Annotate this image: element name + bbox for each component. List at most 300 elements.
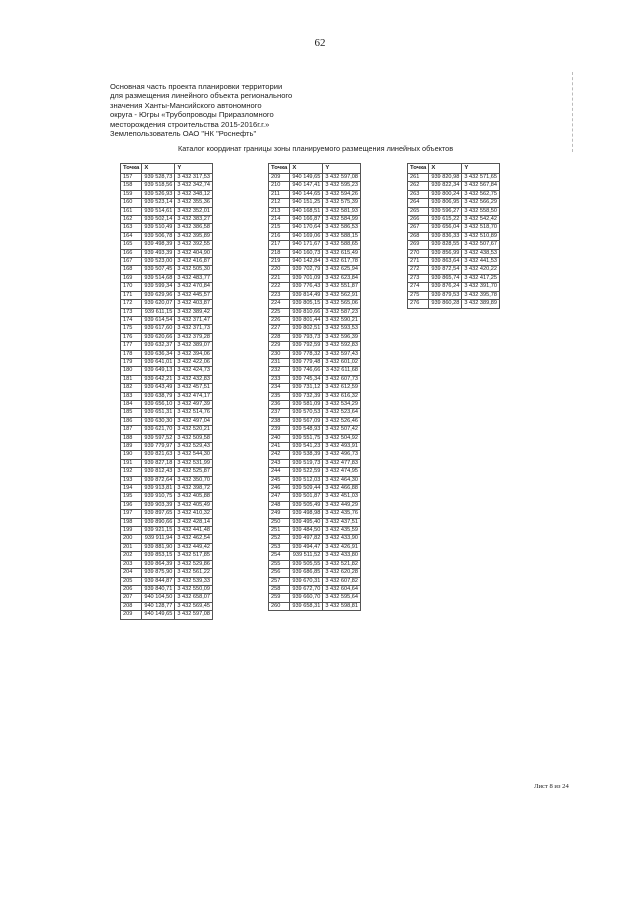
document-header (110, 82, 410, 138)
x-coordinate-cell: 939 820,98 (429, 174, 462, 182)
y-coordinate-cell: 3 432 391,70 (462, 283, 500, 291)
y-coordinate-cell: 3 432 551,87 (323, 283, 361, 291)
point-number-cell: 193 (121, 476, 142, 484)
x-coordinate-cell: 939 597,52 (142, 434, 175, 442)
y-coordinate-cell: 3 432 416,87 (175, 258, 213, 266)
point-number-cell: 274 (408, 283, 429, 291)
point-number-cell: 161 (121, 207, 142, 215)
table-row (121, 434, 213, 442)
table-row (121, 274, 213, 282)
x-coordinate-cell: 939 686,85 (290, 569, 323, 577)
x-coordinate-cell: 939 802,51 (290, 325, 323, 333)
y-coordinate-cell: 3 432 386,58 (175, 224, 213, 232)
page-number: 62 (314, 37, 326, 49)
point-number-cell: 206 (121, 585, 142, 593)
point-number-cell: 198 (121, 518, 142, 526)
y-coordinate-cell: 3 432 437,51 (323, 518, 361, 526)
y-coordinate-cell: 3 432 615,49 (323, 249, 361, 257)
y-coordinate-cell: 3 432 531,99 (175, 459, 213, 467)
table-row (121, 468, 213, 476)
table-row (269, 585, 361, 593)
x-coordinate-cell: 940 128,77 (142, 602, 175, 610)
table-row (269, 207, 361, 215)
x-coordinate-cell: 939 865,74 (429, 274, 462, 282)
point-number-cell: 160 (121, 199, 142, 207)
x-coordinate-cell: 939 660,70 (290, 594, 323, 602)
point-number-cell: 176 (121, 333, 142, 341)
y-coordinate-cell: 3 432 428,14 (175, 518, 213, 526)
x-coordinate-cell: 939 913,81 (142, 485, 175, 493)
y-coordinate-cell: 3 432 420,22 (462, 266, 500, 274)
y-coordinate-cell: 3 432 435,76 (323, 510, 361, 518)
table-row (121, 510, 213, 518)
x-coordinate-cell: 939 732,39 (290, 392, 323, 400)
point-number-cell: 158 (121, 182, 142, 190)
table-row (121, 216, 213, 224)
table-row (408, 300, 500, 308)
table-row (121, 459, 213, 467)
table-row (269, 409, 361, 417)
y-coordinate-cell: 3 432 534,29 (323, 400, 361, 408)
table-row (121, 249, 213, 257)
y-coordinate-cell: 3 432 405,49 (175, 501, 213, 509)
point-number-cell: 163 (121, 224, 142, 232)
point-number-cell: 170 (121, 283, 142, 291)
table-row (269, 266, 361, 274)
y-coordinate-cell: 3 432 581,93 (323, 207, 361, 215)
point-number-cell: 169 (121, 274, 142, 282)
x-coordinate-cell: 939 518,56 (142, 182, 175, 190)
x-coordinate-cell: 939 497,82 (290, 535, 323, 543)
point-number-cell: 228 (269, 333, 290, 341)
x-coordinate-cell: 939 822,34 (429, 182, 462, 190)
y-coordinate-cell: 3 432 422,06 (175, 358, 213, 366)
point-number-cell: 268 (408, 232, 429, 240)
table-row (408, 199, 500, 207)
point-number-cell: 204 (121, 569, 142, 577)
y-coordinate-cell: 3 432 544,30 (175, 451, 213, 459)
point-number-cell: 177 (121, 342, 142, 350)
point-number-cell: 257 (269, 577, 290, 585)
table-row (121, 485, 213, 493)
table-row (121, 409, 213, 417)
point-number-cell: 181 (121, 375, 142, 383)
y-coordinate-cell: 3 432 371,47 (175, 316, 213, 324)
y-coordinate-cell: 3 432 567,84 (462, 182, 500, 190)
x-coordinate-cell: 939 801,44 (290, 316, 323, 324)
y-coordinate-cell: 3 432 604,64 (323, 585, 361, 593)
point-number-cell: 253 (269, 543, 290, 551)
table-row (121, 224, 213, 232)
y-coordinate-cell: 3 432 584,99 (323, 216, 361, 224)
x-coordinate-cell: 939 864,39 (142, 560, 175, 568)
point-number-cell: 194 (121, 485, 142, 493)
point-number-cell: 192 (121, 468, 142, 476)
y-coordinate-cell: 3 432 586,53 (323, 224, 361, 232)
table-row (269, 367, 361, 375)
x-coordinate-cell: 939 620,07 (142, 300, 175, 308)
table-row (269, 316, 361, 324)
y-coordinate-cell: 3 432 514,76 (175, 409, 213, 417)
table-row (269, 459, 361, 467)
y-coordinate-cell: 3 432 594,26 (323, 190, 361, 198)
table-row (408, 232, 500, 240)
table-row (269, 560, 361, 568)
y-coordinate-cell: 3 432 601,02 (323, 358, 361, 366)
table-row (269, 602, 361, 610)
x-coordinate-cell: 939 507,45 (142, 266, 175, 274)
y-coordinate-cell: 3 432 558,50 (462, 207, 500, 215)
x-coordinate-cell: 939 611,15 (142, 308, 175, 316)
x-coordinate-cell: 939 551,75 (290, 434, 323, 442)
point-number-cell: 263 (408, 190, 429, 198)
point-number-cell: 242 (269, 451, 290, 459)
y-coordinate-cell: 3 432 350,70 (175, 476, 213, 484)
y-coordinate-cell: 3 432 433,90 (323, 535, 361, 543)
table-row (269, 552, 361, 560)
x-coordinate-cell: 940 169,06 (290, 232, 323, 240)
x-coordinate-cell: 940 149,65 (290, 174, 323, 182)
point-number-cell: 215 (269, 224, 290, 232)
x-coordinate-cell: 939 502,14 (142, 216, 175, 224)
point-number-cell: 227 (269, 325, 290, 333)
table-row (408, 182, 500, 190)
x-coordinate-cell: 939 617,60 (142, 325, 175, 333)
y-coordinate-cell: 3 432 507,67 (462, 241, 500, 249)
table-row (121, 207, 213, 215)
table-row (269, 518, 361, 526)
point-number-cell: 196 (121, 501, 142, 509)
point-number-cell: 238 (269, 417, 290, 425)
table-row (121, 493, 213, 501)
y-coordinate-cell: 3 432 525,87 (175, 468, 213, 476)
point-number-cell: 258 (269, 585, 290, 593)
table-row (121, 501, 213, 509)
y-coordinate-cell: 3 432 457,51 (175, 384, 213, 392)
point-number-cell: 276 (408, 300, 429, 308)
x-coordinate-cell: 940 170,64 (290, 224, 323, 232)
point-number-cell: 200 (121, 535, 142, 543)
point-number-cell: 175 (121, 325, 142, 333)
sheet-number: Лист 8 из 24 (534, 783, 569, 790)
table-row (121, 527, 213, 535)
table-row (121, 325, 213, 333)
y-coordinate-cell: 3 432 517,85 (175, 552, 213, 560)
coordinates-table-1 (120, 163, 213, 620)
x-coordinate-cell: 939 501,87 (290, 493, 323, 501)
y-coordinate-cell: 3 432 449,42 (175, 543, 213, 551)
y-coordinate-cell: 3 432 497,04 (175, 417, 213, 425)
y-coordinate-cell: 3 432 575,39 (323, 199, 361, 207)
point-number-cell: 248 (269, 501, 290, 509)
table-row (121, 232, 213, 240)
point-number-cell: 223 (269, 291, 290, 299)
x-coordinate-cell: 939 793,73 (290, 333, 323, 341)
table-row (269, 451, 361, 459)
point-number-cell: 184 (121, 400, 142, 408)
x-coordinate-cell: 939 879,53 (429, 291, 462, 299)
point-number-cell: 244 (269, 468, 290, 476)
table-header-row (121, 164, 213, 174)
point-number-cell: 250 (269, 518, 290, 526)
x-coordinate-cell: 939 636,34 (142, 350, 175, 358)
x-coordinate-cell: 939 810,66 (290, 308, 323, 316)
column-header-y: Y (175, 164, 213, 174)
y-coordinate-cell: 3 432 539,33 (175, 577, 213, 585)
y-coordinate-cell: 3 432 587,23 (323, 308, 361, 316)
table-row (408, 241, 500, 249)
table-row (408, 258, 500, 266)
point-number-cell: 212 (269, 199, 290, 207)
point-number-cell: 209 (269, 174, 290, 182)
x-coordinate-cell: 939 672,70 (290, 585, 323, 593)
x-coordinate-cell: 939 630,30 (142, 417, 175, 425)
y-coordinate-cell: 3 432 432,83 (175, 375, 213, 383)
table-row (269, 594, 361, 602)
table-row (269, 493, 361, 501)
point-number-cell: 246 (269, 485, 290, 493)
point-number-cell: 183 (121, 392, 142, 400)
y-coordinate-cell: 3 432 497,39 (175, 400, 213, 408)
x-coordinate-cell: 939 505,49 (290, 501, 323, 509)
x-coordinate-cell: 940 166,87 (290, 216, 323, 224)
header-line: округа - Югры «Трубопроводы Приразломного (110, 110, 274, 120)
point-number-cell: 224 (269, 300, 290, 308)
y-coordinate-cell: 3 432 392,55 (175, 241, 213, 249)
x-coordinate-cell: 939 528,73 (142, 174, 175, 182)
point-number-cell: 214 (269, 216, 290, 224)
y-coordinate-cell: 3 432 383,27 (175, 216, 213, 224)
table-row (121, 417, 213, 425)
x-coordinate-cell: 939 814,49 (290, 291, 323, 299)
point-number-cell: 174 (121, 316, 142, 324)
x-coordinate-cell: 939 863,64 (429, 258, 462, 266)
y-coordinate-cell: 3 432 445,57 (175, 291, 213, 299)
y-coordinate-cell: 3 432 462,54 (175, 535, 213, 543)
table-row (121, 333, 213, 341)
y-coordinate-cell: 3 432 398,72 (175, 485, 213, 493)
y-coordinate-cell: 3 432 526,46 (323, 417, 361, 425)
table-row (121, 190, 213, 198)
table-row (121, 594, 213, 602)
y-coordinate-cell: 3 432 561,22 (175, 569, 213, 577)
point-number-cell: 240 (269, 434, 290, 442)
x-coordinate-cell: 939 821,63 (142, 451, 175, 459)
table-row (121, 308, 213, 316)
point-number-cell: 202 (121, 552, 142, 560)
point-number-cell: 210 (269, 182, 290, 190)
point-number-cell: 245 (269, 476, 290, 484)
y-coordinate-cell: 3 432 520,21 (175, 426, 213, 434)
x-coordinate-cell: 939 523,00 (142, 258, 175, 266)
x-coordinate-cell: 939 620,66 (142, 333, 175, 341)
table-row (121, 560, 213, 568)
x-coordinate-cell: 939 596,27 (429, 207, 462, 215)
table-row (121, 342, 213, 350)
point-number-cell: 182 (121, 384, 142, 392)
table-row (269, 258, 361, 266)
point-number-cell: 199 (121, 527, 142, 535)
y-coordinate-cell: 3 432 595,23 (323, 182, 361, 190)
y-coordinate-cell: 3 432 424,73 (175, 367, 213, 375)
y-coordinate-cell: 3 432 588,15 (323, 232, 361, 240)
table-row (121, 283, 213, 291)
table-row (121, 543, 213, 551)
x-coordinate-cell: 939 911,94 (142, 535, 175, 543)
point-number-cell: 235 (269, 392, 290, 400)
x-coordinate-cell: 939 506,78 (142, 232, 175, 240)
table-row (121, 585, 213, 593)
point-number-cell: 231 (269, 358, 290, 366)
table-row (269, 443, 361, 451)
x-coordinate-cell: 939 541,23 (290, 443, 323, 451)
x-coordinate-cell: 939 548,93 (290, 426, 323, 434)
point-number-cell: 201 (121, 543, 142, 551)
x-coordinate-cell: 939 897,65 (142, 510, 175, 518)
point-number-cell: 249 (269, 510, 290, 518)
x-coordinate-cell: 939 495,40 (290, 518, 323, 526)
x-coordinate-cell: 939 779,48 (290, 358, 323, 366)
header-line: Землепользователь ОАО "НК "Роснефть" (110, 129, 257, 139)
x-coordinate-cell: 939 779,97 (142, 443, 175, 451)
y-coordinate-cell: 3 432 598,81 (323, 602, 361, 610)
catalog-title: Каталог координат границы зоны планируемого размещения линейных объектов (178, 144, 454, 153)
point-number-cell: 247 (269, 493, 290, 501)
y-coordinate-cell: 3 432 607,73 (323, 375, 361, 383)
x-coordinate-cell: 939 860,28 (429, 300, 462, 308)
y-coordinate-cell: 3 432 389,07 (175, 342, 213, 350)
x-coordinate-cell: 940 151,25 (290, 199, 323, 207)
point-number-cell: 166 (121, 249, 142, 257)
y-coordinate-cell: 3 432 403,87 (175, 300, 213, 308)
table-row (121, 476, 213, 484)
table-row (121, 552, 213, 560)
x-coordinate-cell: 939 856,99 (429, 249, 462, 257)
table-row (269, 174, 361, 182)
table-row (121, 451, 213, 459)
table-row (269, 300, 361, 308)
point-number-cell: 251 (269, 527, 290, 535)
y-coordinate-cell: 3 432 477,83 (323, 459, 361, 467)
column-header-x: X (290, 164, 323, 174)
x-coordinate-cell: 939 511,52 (290, 552, 323, 560)
x-coordinate-cell: 939 778,32 (290, 350, 323, 358)
table-row (269, 249, 361, 257)
table-row (121, 375, 213, 383)
y-coordinate-cell: 3 432 565,06 (323, 300, 361, 308)
point-number-cell: 186 (121, 417, 142, 425)
table-row (121, 300, 213, 308)
x-coordinate-cell: 939 493,39 (142, 249, 175, 257)
y-coordinate-cell: 3 432 523,64 (323, 409, 361, 417)
x-coordinate-cell: 939 498,98 (290, 510, 323, 518)
x-coordinate-cell: 939 510,49 (142, 224, 175, 232)
x-coordinate-cell: 939 827,18 (142, 459, 175, 467)
point-number-cell: 237 (269, 409, 290, 417)
y-coordinate-cell: 3 432 509,58 (175, 434, 213, 442)
point-number-cell: 254 (269, 552, 290, 560)
y-coordinate-cell: 3 432 507,42 (323, 426, 361, 434)
table-row (269, 308, 361, 316)
point-number-cell: 233 (269, 375, 290, 383)
point-number-cell: 241 (269, 443, 290, 451)
y-coordinate-cell: 3 432 449,29 (323, 501, 361, 509)
table-row (408, 174, 500, 182)
y-coordinate-cell: 3 432 405,88 (175, 493, 213, 501)
x-coordinate-cell: 939 512,03 (290, 476, 323, 484)
table-row (269, 325, 361, 333)
y-coordinate-cell: 3 432 496,73 (323, 451, 361, 459)
y-coordinate-cell: 3 432 595,64 (323, 594, 361, 602)
table-row (269, 527, 361, 535)
table-row (121, 316, 213, 324)
point-number-cell: 230 (269, 350, 290, 358)
table-row (269, 283, 361, 291)
y-coordinate-cell: 3 432 518,70 (462, 224, 500, 232)
table-row (269, 577, 361, 585)
column-header-point: Точка (121, 164, 142, 174)
y-coordinate-cell: 3 432 542,42 (462, 216, 500, 224)
y-coordinate-cell: 3 432 505,30 (175, 266, 213, 274)
point-number-cell: 168 (121, 266, 142, 274)
y-coordinate-cell: 3 432 417,25 (462, 274, 500, 282)
point-number-cell: 236 (269, 400, 290, 408)
table-row (269, 241, 361, 249)
table-row (269, 468, 361, 476)
x-coordinate-cell: 940 149,65 (142, 611, 175, 619)
point-number-cell: 270 (408, 249, 429, 257)
y-coordinate-cell: 3 432 658,07 (175, 594, 213, 602)
table-row (121, 266, 213, 274)
y-coordinate-cell: 3 432 593,53 (323, 325, 361, 333)
x-coordinate-cell: 939 836,33 (429, 232, 462, 240)
point-number-cell: 164 (121, 232, 142, 240)
point-number-cell: 267 (408, 224, 429, 232)
y-coordinate-cell: 3 432 611,68 (323, 367, 361, 375)
y-coordinate-cell: 3 432 623,84 (323, 274, 361, 282)
table-row (121, 392, 213, 400)
x-coordinate-cell: 939 876,24 (429, 283, 462, 291)
table-row (121, 384, 213, 392)
point-number-cell: 219 (269, 258, 290, 266)
point-number-cell: 222 (269, 283, 290, 291)
point-number-cell: 266 (408, 216, 429, 224)
y-coordinate-cell: 3 432 395,89 (175, 232, 213, 240)
y-coordinate-cell: 3 432 566,29 (462, 199, 500, 207)
x-coordinate-cell: 939 614,54 (142, 316, 175, 324)
x-coordinate-cell: 939 853,15 (142, 552, 175, 560)
table-row (269, 375, 361, 383)
y-coordinate-cell: 3 432 395,78 (462, 291, 500, 299)
point-number-cell: 191 (121, 459, 142, 467)
point-number-cell: 203 (121, 560, 142, 568)
x-coordinate-cell: 939 872,64 (142, 476, 175, 484)
y-coordinate-cell: 3 432 607,82 (323, 577, 361, 585)
x-coordinate-cell: 939 641,01 (142, 358, 175, 366)
table-row (269, 199, 361, 207)
y-coordinate-cell: 3 432 529,86 (175, 560, 213, 568)
x-coordinate-cell: 939 656,10 (142, 400, 175, 408)
point-number-cell: 218 (269, 249, 290, 257)
x-coordinate-cell: 940 142,84 (290, 258, 323, 266)
y-coordinate-cell: 3 432 616,32 (323, 392, 361, 400)
y-coordinate-cell: 3 432 474,95 (323, 468, 361, 476)
x-coordinate-cell: 940 104,50 (142, 594, 175, 602)
point-number-cell: 205 (121, 577, 142, 585)
x-coordinate-cell: 939 746,66 (290, 367, 323, 375)
y-coordinate-cell: 3 432 451,03 (323, 493, 361, 501)
point-number-cell: 165 (121, 241, 142, 249)
